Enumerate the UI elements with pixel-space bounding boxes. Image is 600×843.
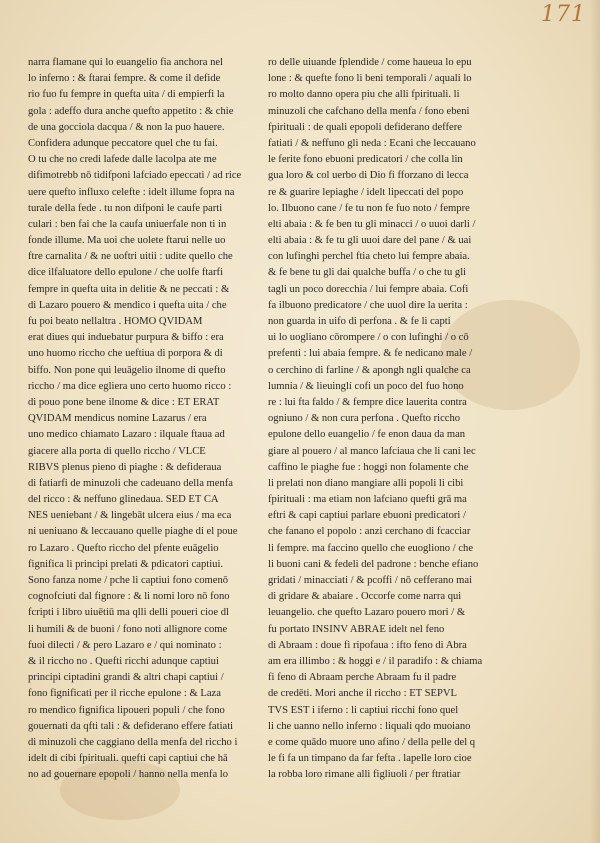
text-line: re & guarire lepiaghe / idelt lipeccati del popo [268, 186, 464, 198]
text-line: difimotrebb nō tidifponi lafciado epeccati / ad rice [28, 170, 242, 182]
text-line: uno medico chiamato Lazaro : ilquale ftaua ad [28, 429, 225, 441]
text-line: turale della fede . tu non difponi le caufe parti [28, 202, 223, 214]
text-line: non guarda in uifo di perfona . & fe li capti [268, 316, 451, 327]
text-line: ni ueniuano & leccauano quelle piaghe di el poue [28, 526, 238, 538]
text-line: no ad gouernare epopoli / hanno nella menfa lo [28, 769, 229, 781]
text-line: narra flamane qui lo euangelio fia anchora nel [28, 57, 224, 68]
text-line: lone : & quefte fono li beni temporali / aquali lo [268, 73, 472, 85]
text-line: erat diues qui induebatur purpura & biffo : era [28, 332, 224, 344]
text-line: gola : adeffo dura anche quefto appetito : & chie [28, 105, 234, 117]
text-line: lo. Ilbuono cane / fe tu non fe fuo noto / fempre [268, 202, 470, 214]
text-line: lo inferno : & ftarai fempre. & come il defide [28, 73, 221, 85]
text-line: riccho / ma dice egliera uno certo huomo ricco : [28, 380, 232, 392]
text-line: fi feno di Abraam perche Abraam fu il padre [268, 672, 457, 684]
text-line: di Abraam : doue fi ripofaua : ifto feno di Abra [268, 639, 467, 651]
text-line: biffo. Non pone qui leuāgelio ilnome di quefto [28, 364, 226, 376]
text-line: fignifica li principi prelati & pdicatori captiui. [28, 558, 224, 570]
text-line: di Lazaro pouero & mendico i quefta uita / che [28, 299, 227, 311]
folio-number: 171 [541, 2, 586, 27]
text-line: o cerchino di farline / & apongh ngli qualche ca [268, 364, 471, 376]
text-line: gouernati da qfti tali : & defiderano effere fatiati [28, 720, 234, 732]
text-line: fatiati / & neffuno gli neda : Ecani che leccauano [268, 137, 476, 149]
text-line: NES ueniebant / & lingebāt ulcera eius / ma eca [28, 510, 232, 522]
text-line: Confidera adunque peccatore quel che tu fai. [28, 137, 218, 149]
left-text-column [28, 55, 260, 783]
text-line: de una gocciola dacqua / & non la puo hauere. [28, 121, 225, 133]
text-line: gua loro & col uerbo di Dio fi fforzano di lecca [268, 170, 469, 182]
text-line: rio fuo fu fempre in quefta uita / di empierfi la [28, 89, 225, 101]
text-line: li humili & de buoni / fono noti allignore come [28, 623, 228, 635]
text-line: prefenti : lui abaia fempre. & fe nedicano male / [268, 348, 473, 360]
text-line: culari : ben fai che la caufa uniuerfale non ti in [28, 218, 227, 230]
text-line: de credēti. Mori anche il riccho : ET SEPVL [268, 688, 457, 700]
text-line: & fe bene tu gli dai qualche buffa / o che tu gli [268, 267, 467, 279]
text-line: fuoi dilecti / & pero Lazaro e / qui nominato : [28, 639, 222, 651]
text-line: caffino le piaghe fue : hoggi non folamente che [268, 461, 469, 473]
text-line: dice ilfaluatore dello epulone / che uolfe ftarfi [28, 267, 224, 279]
text-line: ro molto danno opera piu che alli fpirituali. li [268, 89, 460, 101]
text-line: QVIDAM mendicus nomine Lazarus / era [28, 413, 207, 425]
text-line: la robba loro rimane alli figliuoli / per ftratiar [268, 769, 461, 781]
text-line: fcripti i libro uiuētiū ma qlli delli poueri cioe dl [28, 607, 229, 619]
text-line: RIBVS plenus pieno di piaghe : & defideraua [28, 461, 222, 473]
text-line: tagli un poco dorecchia / lui fempre abaia. Cofi [268, 283, 469, 295]
text-line: le ferite fono ebuoni predicatori / che colla lin [268, 154, 463, 166]
text-line: TVS EST i iferno : li captiui ricchi fono quel [268, 704, 459, 716]
text-line: gridati / minacciati / & pcoffi / nō cefferano mai [268, 575, 473, 586]
text-line: am era illimbo : & hoggi e / il paradifo : & chiama [268, 655, 483, 667]
text-line: e come quādo muore uno afino / della pelle del q [268, 736, 476, 748]
text-line: di gridare & abaiare . Occorfe come narra qui [268, 591, 462, 603]
text-line: li buoni cani & fedeli del padrone : benche efiano [268, 558, 479, 570]
text-line: re : lui fta faldo / & fempre dice lauerita contra [268, 396, 467, 408]
text-line: fpirituali : de quali epopoli defiderano deffere [268, 121, 462, 133]
text-line: principi ciptadini grandi & altri chapi captiui / [28, 672, 224, 684]
text-line: O tu che no credi lafede dalle lacolpa ate me [28, 154, 217, 166]
text-line: leuangelio. che quefto Lazaro pouero mori / & [268, 607, 466, 619]
text-line: ro mendico fignifica lipoueri populi / che fono [28, 704, 225, 716]
text-line: ro Lazaro . Quefto riccho del pfente euāgelio [28, 542, 219, 554]
text-line: fono fignificati per il ricche epulone : & Laza [28, 688, 221, 700]
text-line: fempre in quefta uita in delitie & ne peccati : & [28, 283, 230, 295]
text-line: ui lo uogliano cōrompere / o con lufinghi / o cō [268, 332, 469, 344]
right-text-column [268, 55, 500, 783]
text-line: fonde illume. Ma uoi che uolete ftarui nelle uo [28, 235, 226, 247]
text-line: ftre carnalita / & ne uoftri uitii : udite quello che [28, 251, 233, 263]
text-line: li che uanno nello inferno : liquali qdo muoiano [268, 720, 471, 732]
text-line: del ricco : & neffuno glinedaua. SED ET CA [28, 494, 219, 506]
text-line: uno huomo riccho che ueftiua di porpora & di [28, 348, 223, 360]
text-line: giacere alla porta di quello riccho / VLCE [28, 445, 206, 457]
text-line: eftri & capi captiui parlare ebuoni predicatori / [268, 510, 466, 522]
text-line: epulone dello euangelio / fe enon daua da man [268, 429, 466, 441]
text-line: ogniuno / & non cura perfona . Quefto riccho [268, 413, 461, 425]
text-line: di minuzoli che caggiano della menfa del riccho i [28, 736, 238, 748]
text-line: di fatiarfi de minuzoli che cadeuano della menfa [28, 477, 234, 489]
text-line: giare al pouero / al manco lafciaua che li cani lec [268, 445, 476, 457]
text-line: & il riccho no . Quefti ricchi adunque captiui [28, 655, 219, 667]
text-line: fa ilbuono predicatore / che uuol dire la uerita : [268, 299, 468, 311]
text-line: li prelati non diano mangiare alli popoli li cibi [268, 477, 464, 489]
page-edge-shadow [590, 0, 600, 843]
text-line: lumnia / & lieuinglí cofi un poco del fuo hono [268, 380, 464, 392]
text-line: di pouo pone bene ilnome & dice : ET ERAT [28, 396, 220, 408]
text-line: elti abaia : & fe tu gli uuoi dare del pane / & uai [268, 235, 472, 247]
text-line: idelt di cibi fpirituali. quefti capi captiui che hā [28, 753, 228, 765]
text-line: uere quefto influxo celefte : idelt illume fopra na [28, 186, 235, 198]
text-line: con lufinghi perchel ftia cheto lui fempre abaia. [268, 251, 470, 263]
text-line: cognofciuti dal fignore : & li nomi loro nō fono [28, 591, 230, 603]
text-line: fu poi beato nellaltra . HOMO QVIDAM [28, 316, 203, 327]
text-line: fu portato INSINV ABRAE idelt nel feno [268, 623, 445, 635]
text-line: li fempre. ma faccino quello che euogliono / che [268, 542, 474, 554]
text-line: fpirituali : ma etiam non lafciano quefti grā ma [268, 494, 467, 506]
text-line: le fi fa un timpano da far fefta . lapelle loro cioe [268, 753, 472, 765]
text-line: elti abaia : & fe ben tu gli minacci / o uuoi darli / [268, 218, 476, 230]
text-line: Sono fanza nome / pche li captiui fono comenō [28, 575, 229, 586]
text-line: che fanano el popolo : anzi cerchano di fcacciar [268, 526, 471, 538]
text-line: minuzoli che cafchano della menfa / fono ebeni [268, 105, 470, 117]
text-line: ro delle uiuande fplendide / come haueua lo epu [268, 57, 472, 68]
